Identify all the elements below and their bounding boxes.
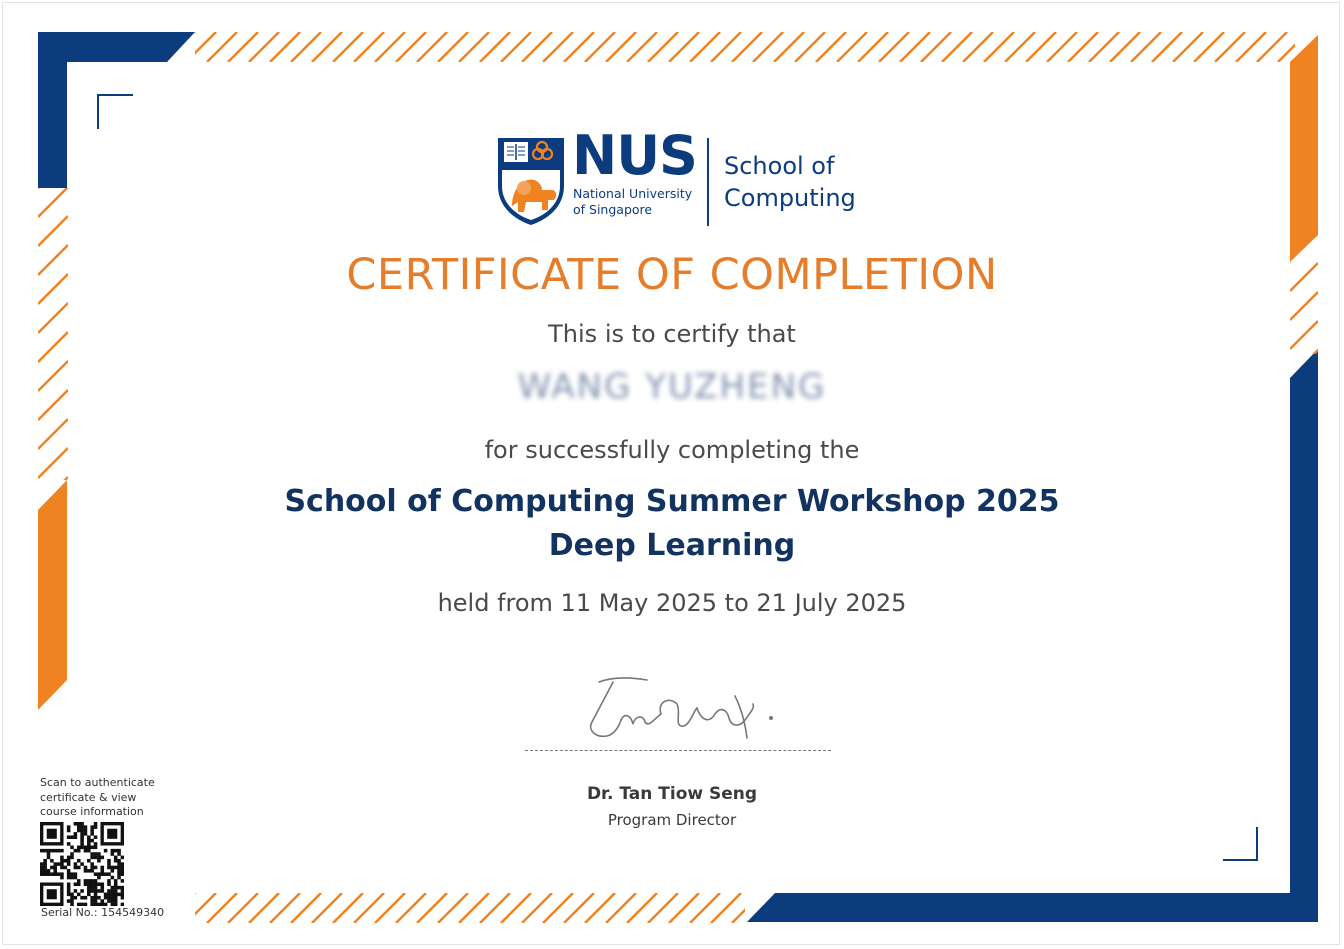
completion-text: for successfully completing the [484, 436, 860, 464]
bracket-bottom-right [1223, 827, 1257, 860]
nus-crest-icon [496, 136, 566, 226]
course-title-line1: School of Computing Summer Workshop 2025 [284, 484, 1060, 519]
logo-divider [707, 138, 709, 226]
signatory-name: Dr. Tan Tiow Seng [586, 784, 758, 804]
signature-icon [585, 668, 785, 748]
school-name-line2: Computing [724, 184, 856, 212]
qr-caption-line3: course information [40, 805, 144, 818]
signature-line [525, 750, 831, 751]
signatory-role: Program Director [607, 811, 737, 829]
qr-caption-line1: Scan to authenticate [40, 776, 155, 789]
frame-corner-bottom-right [747, 349, 1318, 922]
hatch-bottom [165, 893, 804, 923]
nus-full-name-line2: of Singapore [573, 202, 653, 217]
hatch-top [165, 32, 1344, 62]
qr-code-icon[interactable] [40, 822, 124, 906]
certificate-title: CERTIFICATE OF COMPLETION [346, 250, 998, 300]
course-dates: held from 11 May 2025 to 21 July 2025 [437, 589, 907, 617]
nus-logo [496, 124, 866, 228]
qr-caption-line2: certificate & view [40, 790, 137, 804]
frame-corner-top-left [38, 32, 195, 188]
school-name-line1: School of [724, 152, 835, 180]
frame-orange-bar-right [1290, 35, 1318, 262]
serial-number: Serial No.: 154549340 [41, 906, 165, 919]
nus-wordmark: NUS [572, 124, 697, 187]
bracket-top-left [98, 95, 133, 129]
recipient-name: WANG YUZHENG [517, 367, 827, 407]
nus-full-name-line1: National University [573, 186, 693, 201]
certify-text: This is to certify that [548, 320, 796, 348]
verification-block [40, 776, 180, 906]
course-title-line2: Deep Learning [548, 528, 796, 563]
